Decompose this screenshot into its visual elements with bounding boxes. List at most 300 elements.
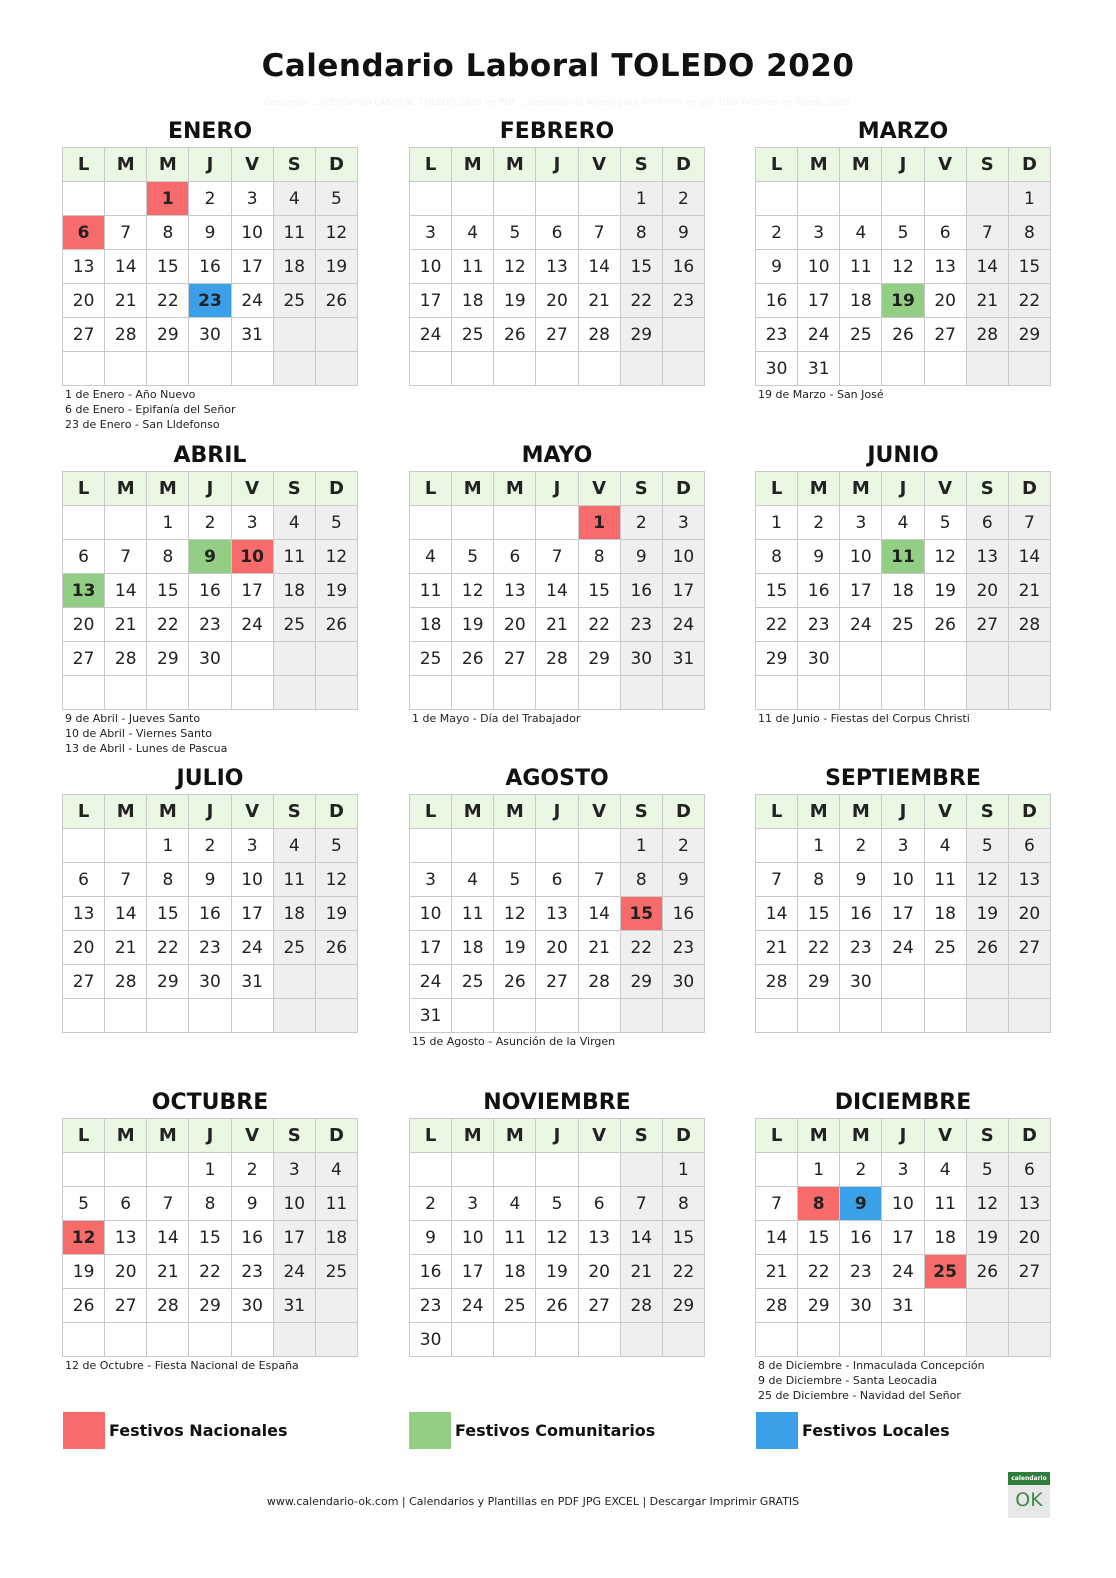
day-cell: 17: [231, 574, 273, 608]
week-row: [63, 540, 358, 574]
weekday-header: M: [105, 148, 147, 182]
day-cell: 9: [189, 216, 231, 250]
day-cell: [105, 829, 147, 863]
day-cell: 18: [410, 608, 452, 642]
day-cell: 20: [966, 574, 1008, 608]
day-cell: [924, 352, 966, 386]
day-cell: [966, 182, 1008, 216]
day-cell: [924, 999, 966, 1033]
day-cell: 14: [756, 1221, 798, 1255]
day-cell: 3: [798, 216, 840, 250]
day-cell: [882, 642, 924, 676]
day-cell: [756, 829, 798, 863]
day-cell: 7: [620, 1187, 662, 1221]
weekday-header: L: [410, 795, 452, 829]
day-cell: 10: [798, 250, 840, 284]
week-row: [63, 642, 358, 676]
month-grid: [62, 794, 358, 1033]
day-cell: 2: [840, 829, 882, 863]
calendario-ok-logo[interactable]: [1008, 1472, 1050, 1518]
week-row: [63, 250, 358, 284]
day-cell: 14: [578, 250, 620, 284]
holiday-note: 13 de Abril - Lunes de Pascua: [65, 742, 228, 755]
day-cell: 18: [840, 284, 882, 318]
month-7: [62, 764, 358, 1034]
day-cell: 29: [756, 642, 798, 676]
week-row: [410, 250, 705, 284]
day-cell: 25: [882, 608, 924, 642]
month-name: NOVIEMBRE: [483, 1090, 631, 1115]
day-cell: 21: [578, 931, 620, 965]
month-12: [755, 1088, 1051, 1403]
weekday-header-row: [410, 1119, 705, 1153]
day-cell: 19: [315, 574, 357, 608]
day-cell: 30: [756, 352, 798, 386]
weekday-header: J: [882, 795, 924, 829]
day-cell: [662, 999, 704, 1033]
weekday-header: J: [536, 148, 578, 182]
week-row: [756, 540, 1051, 574]
day-cell: 14: [536, 574, 578, 608]
day-cell: 1: [147, 829, 189, 863]
day-cell: [452, 829, 494, 863]
day-cell: 22: [798, 1255, 840, 1289]
day-cell: 28: [578, 965, 620, 999]
day-cell: 15: [1008, 250, 1050, 284]
day-cell: 12: [882, 250, 924, 284]
holiday-note: 8 de Diciembre - Inmaculada Concepción: [758, 1359, 985, 1372]
day-cell: [756, 182, 798, 216]
day-cell: 18: [924, 897, 966, 931]
weekday-header: V: [924, 795, 966, 829]
day-cell: [620, 676, 662, 710]
week-row: [63, 897, 358, 931]
day-cell: 26: [966, 931, 1008, 965]
day-cell: 29: [147, 642, 189, 676]
month-name: FEBRERO: [499, 119, 615, 144]
holiday-note: 11 de Junio - Fiestas del Corpus Christi: [758, 712, 970, 725]
day-cell: [494, 1153, 536, 1187]
day-cell: 31: [882, 1289, 924, 1323]
day-cell: 23: [756, 318, 798, 352]
day-cell: 5: [536, 1187, 578, 1221]
weekday-header-row: [756, 148, 1051, 182]
day-cell: [536, 352, 578, 386]
day-cell: [620, 1153, 662, 1187]
day-cell: 24: [231, 608, 273, 642]
day-cell: 16: [840, 1221, 882, 1255]
day-cell: 23: [410, 1289, 452, 1323]
month-grid: [755, 794, 1051, 1033]
weekday-header: M: [494, 472, 536, 506]
day-cell: [494, 1323, 536, 1357]
day-cell: [494, 676, 536, 710]
day-cell: [147, 352, 189, 386]
weekday-header: L: [63, 1119, 105, 1153]
week-row: [410, 182, 705, 216]
weekday-header: V: [231, 148, 273, 182]
day-cell: [578, 999, 620, 1033]
day-cell: 15: [147, 574, 189, 608]
day-cell: 9: [410, 1221, 452, 1255]
day-cell: 29: [798, 965, 840, 999]
day-cell: 5: [924, 506, 966, 540]
day-cell: 2: [662, 829, 704, 863]
day-cell: 17: [798, 284, 840, 318]
week-row: [756, 506, 1051, 540]
day-cell: 29: [620, 965, 662, 999]
day-cell: 23: [189, 608, 231, 642]
day-cell: [882, 1323, 924, 1357]
weekday-header: L: [756, 148, 798, 182]
month-name: ENERO: [167, 119, 253, 144]
day-cell: [63, 506, 105, 540]
month-9: [755, 764, 1051, 1034]
weekday-header: M: [840, 472, 882, 506]
day-cell: [494, 829, 536, 863]
day-cell: 24: [662, 608, 704, 642]
day-cell: 21: [147, 1255, 189, 1289]
week-row: [756, 250, 1051, 284]
day-cell: 4: [410, 540, 452, 574]
day-cell: 17: [882, 1221, 924, 1255]
day-cell: 22: [578, 608, 620, 642]
week-row: [756, 216, 1051, 250]
weekday-header: D: [1008, 148, 1050, 182]
day-cell: [231, 676, 273, 710]
weekday-header: V: [924, 1119, 966, 1153]
week-row: [756, 1221, 1051, 1255]
weekday-header: M: [105, 472, 147, 506]
day-cell: 1: [189, 1153, 231, 1187]
month-5: [409, 441, 705, 726]
day-cell: 6: [1008, 829, 1050, 863]
day-cell: [756, 676, 798, 710]
week-row: [410, 1221, 705, 1255]
day-cell: 6: [924, 216, 966, 250]
weekday-header: M: [840, 795, 882, 829]
day-cell: 1: [147, 182, 189, 216]
day-cell: 22: [147, 608, 189, 642]
day-cell: 14: [620, 1221, 662, 1255]
day-cell: 28: [105, 642, 147, 676]
day-cell: 31: [231, 318, 273, 352]
weekday-header: M: [147, 1119, 189, 1153]
legend-item: [409, 1412, 655, 1449]
holiday-note: 9 de Abril - Jueves Santo: [65, 712, 201, 725]
day-cell: 5: [315, 182, 357, 216]
week-row: [410, 863, 705, 897]
day-cell: [840, 1323, 882, 1357]
day-cell: 16: [662, 250, 704, 284]
week-row: [756, 965, 1051, 999]
day-cell: [662, 318, 704, 352]
day-cell: 29: [578, 642, 620, 676]
day-cell: 13: [105, 1221, 147, 1255]
week-row: [410, 897, 705, 931]
day-cell: 18: [452, 284, 494, 318]
weekday-header: J: [882, 472, 924, 506]
day-cell: [63, 182, 105, 216]
day-cell: 10: [231, 540, 273, 574]
week-row: [63, 1221, 358, 1255]
day-cell: 12: [315, 540, 357, 574]
weekday-header-row: [63, 795, 358, 829]
day-cell: [966, 642, 1008, 676]
week-row: [756, 608, 1051, 642]
day-cell: 26: [966, 1255, 1008, 1289]
weekday-header: M: [494, 1119, 536, 1153]
week-row: [63, 965, 358, 999]
day-cell: 10: [231, 216, 273, 250]
day-cell: 15: [189, 1221, 231, 1255]
day-cell: [536, 506, 578, 540]
day-cell: [1008, 1289, 1050, 1323]
day-cell: [1008, 676, 1050, 710]
day-cell: 29: [189, 1289, 231, 1323]
weekday-header: V: [578, 795, 620, 829]
weekday-header: V: [578, 1119, 620, 1153]
holiday-note: 9 de Diciembre - Santa Leocadia: [758, 1374, 938, 1387]
day-cell: 31: [273, 1289, 315, 1323]
month-name: JUNIO: [867, 443, 939, 468]
legend-label: Festivos Comunitarios: [455, 1421, 656, 1440]
day-cell: 14: [105, 897, 147, 931]
day-cell: 3: [882, 1153, 924, 1187]
day-cell: 13: [1008, 1187, 1050, 1221]
weekday-header: S: [273, 472, 315, 506]
week-row: [410, 574, 705, 608]
week-row: [410, 829, 705, 863]
day-cell: 17: [410, 931, 452, 965]
day-cell: 16: [840, 897, 882, 931]
day-cell: 30: [410, 1323, 452, 1357]
week-row: [410, 1187, 705, 1221]
day-cell: 19: [924, 574, 966, 608]
day-cell: [105, 999, 147, 1033]
day-cell: [966, 1289, 1008, 1323]
weekday-header: M: [452, 1119, 494, 1153]
weekday-header: S: [273, 795, 315, 829]
day-cell: 29: [662, 1289, 704, 1323]
day-cell: 18: [315, 1221, 357, 1255]
day-cell: 23: [620, 608, 662, 642]
weekday-header-row: [410, 472, 705, 506]
week-row: [410, 352, 705, 386]
day-cell: [273, 318, 315, 352]
day-cell: 25: [452, 318, 494, 352]
day-cell: [147, 676, 189, 710]
day-cell: [494, 999, 536, 1033]
day-cell: 7: [578, 216, 620, 250]
day-cell: [452, 182, 494, 216]
day-cell: 10: [410, 897, 452, 931]
day-cell: 22: [189, 1255, 231, 1289]
week-row: [410, 1289, 705, 1323]
day-cell: 30: [798, 642, 840, 676]
day-cell: 7: [578, 863, 620, 897]
day-cell: [315, 999, 357, 1033]
day-cell: 14: [966, 250, 1008, 284]
day-cell: 7: [105, 540, 147, 574]
day-cell: 6: [63, 863, 105, 897]
day-cell: 7: [756, 863, 798, 897]
day-cell: [840, 676, 882, 710]
weekday-header: V: [578, 148, 620, 182]
day-cell: [578, 182, 620, 216]
week-row: [756, 1187, 1051, 1221]
day-cell: 16: [410, 1255, 452, 1289]
holiday-note: 15 de Agosto - Asunción de la Virgen: [412, 1035, 616, 1048]
day-cell: 20: [536, 284, 578, 318]
day-cell: 27: [63, 965, 105, 999]
day-cell: 8: [1008, 216, 1050, 250]
day-cell: [410, 352, 452, 386]
day-cell: [536, 829, 578, 863]
weekday-header: J: [882, 148, 924, 182]
day-cell: 20: [1008, 1221, 1050, 1255]
day-cell: 26: [494, 318, 536, 352]
holiday-notes: [755, 1358, 1051, 1403]
weekday-header: M: [147, 148, 189, 182]
day-cell: [105, 676, 147, 710]
day-cell: [147, 1153, 189, 1187]
day-cell: 2: [662, 182, 704, 216]
day-cell: [924, 676, 966, 710]
day-cell: 22: [756, 608, 798, 642]
weekday-header: D: [315, 1119, 357, 1153]
day-cell: 14: [756, 897, 798, 931]
day-cell: [63, 352, 105, 386]
day-cell: 19: [966, 1221, 1008, 1255]
weekday-header: L: [756, 795, 798, 829]
day-cell: [273, 965, 315, 999]
holiday-notes: [62, 711, 358, 756]
day-cell: [662, 352, 704, 386]
day-cell: 8: [798, 863, 840, 897]
weekday-header: M: [452, 795, 494, 829]
week-row: [410, 540, 705, 574]
day-cell: 23: [189, 931, 231, 965]
week-row: [756, 863, 1051, 897]
day-cell: 3: [273, 1153, 315, 1187]
day-cell: 4: [840, 216, 882, 250]
day-cell: 6: [578, 1187, 620, 1221]
day-cell: 23: [840, 1255, 882, 1289]
day-cell: [536, 182, 578, 216]
weekday-header: D: [1008, 795, 1050, 829]
holiday-note: 10 de Abril - Viernes Santo: [65, 727, 212, 740]
month-1: [62, 117, 358, 432]
week-row: [410, 965, 705, 999]
week-row: [756, 897, 1051, 931]
day-cell: 21: [578, 284, 620, 318]
day-cell: 28: [1008, 608, 1050, 642]
day-cell: 24: [231, 931, 273, 965]
footer-text: www.calendario-ok.com | Calendarios y Plantillas en PDF JPG EXCEL | Descargar Imprimir GRATIS: [266, 1495, 800, 1508]
day-cell: [536, 999, 578, 1033]
day-cell: 7: [756, 1187, 798, 1221]
week-row: [756, 574, 1051, 608]
day-cell: 22: [147, 284, 189, 318]
day-cell: [620, 1323, 662, 1357]
week-row: [63, 1153, 358, 1187]
day-cell: [536, 676, 578, 710]
day-cell: 29: [798, 1289, 840, 1323]
day-cell: 24: [840, 608, 882, 642]
day-cell: [1008, 999, 1050, 1033]
weekday-header: J: [536, 795, 578, 829]
weekday-header: M: [105, 1119, 147, 1153]
day-cell: [882, 965, 924, 999]
day-cell: 29: [1008, 318, 1050, 352]
day-cell: 20: [1008, 897, 1050, 931]
day-cell: [662, 1323, 704, 1357]
day-cell: 9: [189, 863, 231, 897]
day-cell: 31: [662, 642, 704, 676]
weekday-header: M: [452, 148, 494, 182]
day-cell: [966, 676, 1008, 710]
week-row: [410, 1153, 705, 1187]
day-cell: 3: [840, 506, 882, 540]
day-cell: 2: [840, 1153, 882, 1187]
day-cell: [840, 642, 882, 676]
day-cell: 26: [924, 608, 966, 642]
day-cell: 25: [924, 931, 966, 965]
day-cell: 21: [1008, 574, 1050, 608]
day-cell: [63, 676, 105, 710]
day-cell: 16: [662, 897, 704, 931]
day-cell: 24: [273, 1255, 315, 1289]
day-cell: 22: [1008, 284, 1050, 318]
day-cell: 23: [189, 284, 231, 318]
weekday-header: D: [315, 795, 357, 829]
day-cell: 12: [315, 216, 357, 250]
day-cell: [105, 1323, 147, 1357]
day-cell: [494, 506, 536, 540]
day-cell: [63, 829, 105, 863]
day-cell: [189, 999, 231, 1033]
week-row: [63, 931, 358, 965]
month-grid: [755, 471, 1051, 710]
day-cell: 21: [105, 931, 147, 965]
day-cell: [924, 1323, 966, 1357]
day-cell: 26: [315, 284, 357, 318]
weekday-header: J: [189, 472, 231, 506]
day-cell: 26: [494, 965, 536, 999]
day-cell: 15: [620, 250, 662, 284]
weekday-header-row: [756, 795, 1051, 829]
weekday-header: L: [410, 472, 452, 506]
day-cell: 15: [662, 1221, 704, 1255]
day-cell: 12: [536, 1221, 578, 1255]
day-cell: 27: [494, 642, 536, 676]
day-cell: 27: [924, 318, 966, 352]
day-cell: [966, 352, 1008, 386]
week-row: [756, 1255, 1051, 1289]
day-cell: 13: [1008, 863, 1050, 897]
day-cell: 27: [1008, 1255, 1050, 1289]
day-cell: 19: [966, 897, 1008, 931]
day-cell: 3: [231, 182, 273, 216]
day-cell: [410, 676, 452, 710]
day-cell: 22: [662, 1255, 704, 1289]
legend-swatch: [63, 1412, 105, 1449]
weekday-header: M: [494, 795, 536, 829]
day-cell: 22: [147, 931, 189, 965]
day-cell: 28: [105, 965, 147, 999]
day-cell: 10: [882, 863, 924, 897]
